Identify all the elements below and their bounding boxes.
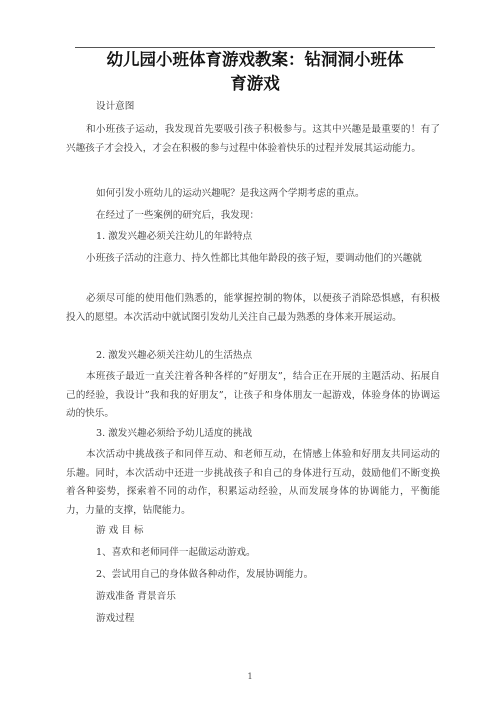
- heading-challenge: 3. 激发兴趣必须给予幼儿适度的挑战: [96, 428, 253, 439]
- paragraph-attention: 小班孩子活动的注意力、持久性都比其他年龄段的孩子短，要调动他们的兴趣就: [86, 253, 422, 264]
- document-title: [60, 48, 450, 96]
- page-number: 1: [247, 672, 253, 681]
- heading-age-traits: 1. 激发兴趣必须关注幼儿的年龄特点: [96, 231, 253, 242]
- paragraph-good-friends: 本班孩子最近一直关注着各种各样的”好朋友”，结合正在开展的主题活动、拓展自己的经验，我设计”我和我的好朋友”，让孩子和身体朋友一起游戏，体验身体的协调运动的快乐。: [66, 371, 440, 419]
- process-heading: 游戏过程: [96, 613, 135, 624]
- paragraph-interaction: 本次活动中挑战孩子和同伴互动、和老师互动，在情感上体验和好朋友共同运动的乐趣。同时，本次活动中还进一步挑战孩子和自己的身体进行互动，鼓励他们不断变换着各种姿势，探索着不同的动作，积累运动经验，从而发展身体的协调能力，平衡能力，力量的支撑，钻爬能力。: [66, 449, 440, 516]
- goal-item-2: 2、尝试用自己的身体做各种动作，发展协调能力。: [96, 569, 314, 580]
- paragraph-familiar-objects: 必须尽可能的使用他们熟悉的，能掌握控制的物体，以便孩子消除恐惧感，有积极投入的愿望。本次活动中就试图引发幼儿关注自己最为熟悉的身体来开展运动。: [66, 293, 440, 323]
- paragraph-question: 如何引发小班幼儿的运动兴趣呢？是我这两个学期考虑的重点。: [96, 188, 365, 199]
- paragraph-interest: 和小班孩子运动，我发现首先要吸引孩子积极参与。这其中兴趣是最重要的！有了兴趣孩子才会投入，才会在积极的参与过程中体验着快乐的过程并发展其运动能力。: [66, 124, 440, 154]
- goal-item-1: 1、喜欢和老师同伴一起做运动游戏。: [96, 547, 256, 558]
- title-line-1: 幼儿园小班体育游戏教案：钻洞洞小班体: [106, 50, 404, 69]
- preparation-line: 游戏准备 背景音乐: [96, 591, 176, 602]
- goals-heading: 游 戏 目 标: [96, 525, 144, 536]
- title-line-2: 育游戏: [230, 74, 280, 93]
- paragraph-research: 在经过了一些案例的研究后，我发现：: [96, 210, 260, 221]
- design-heading: 设计意图: [96, 101, 135, 112]
- heading-life-hotspots: 2. 激发兴趣必须关注幼儿的生活热点: [96, 350, 253, 361]
